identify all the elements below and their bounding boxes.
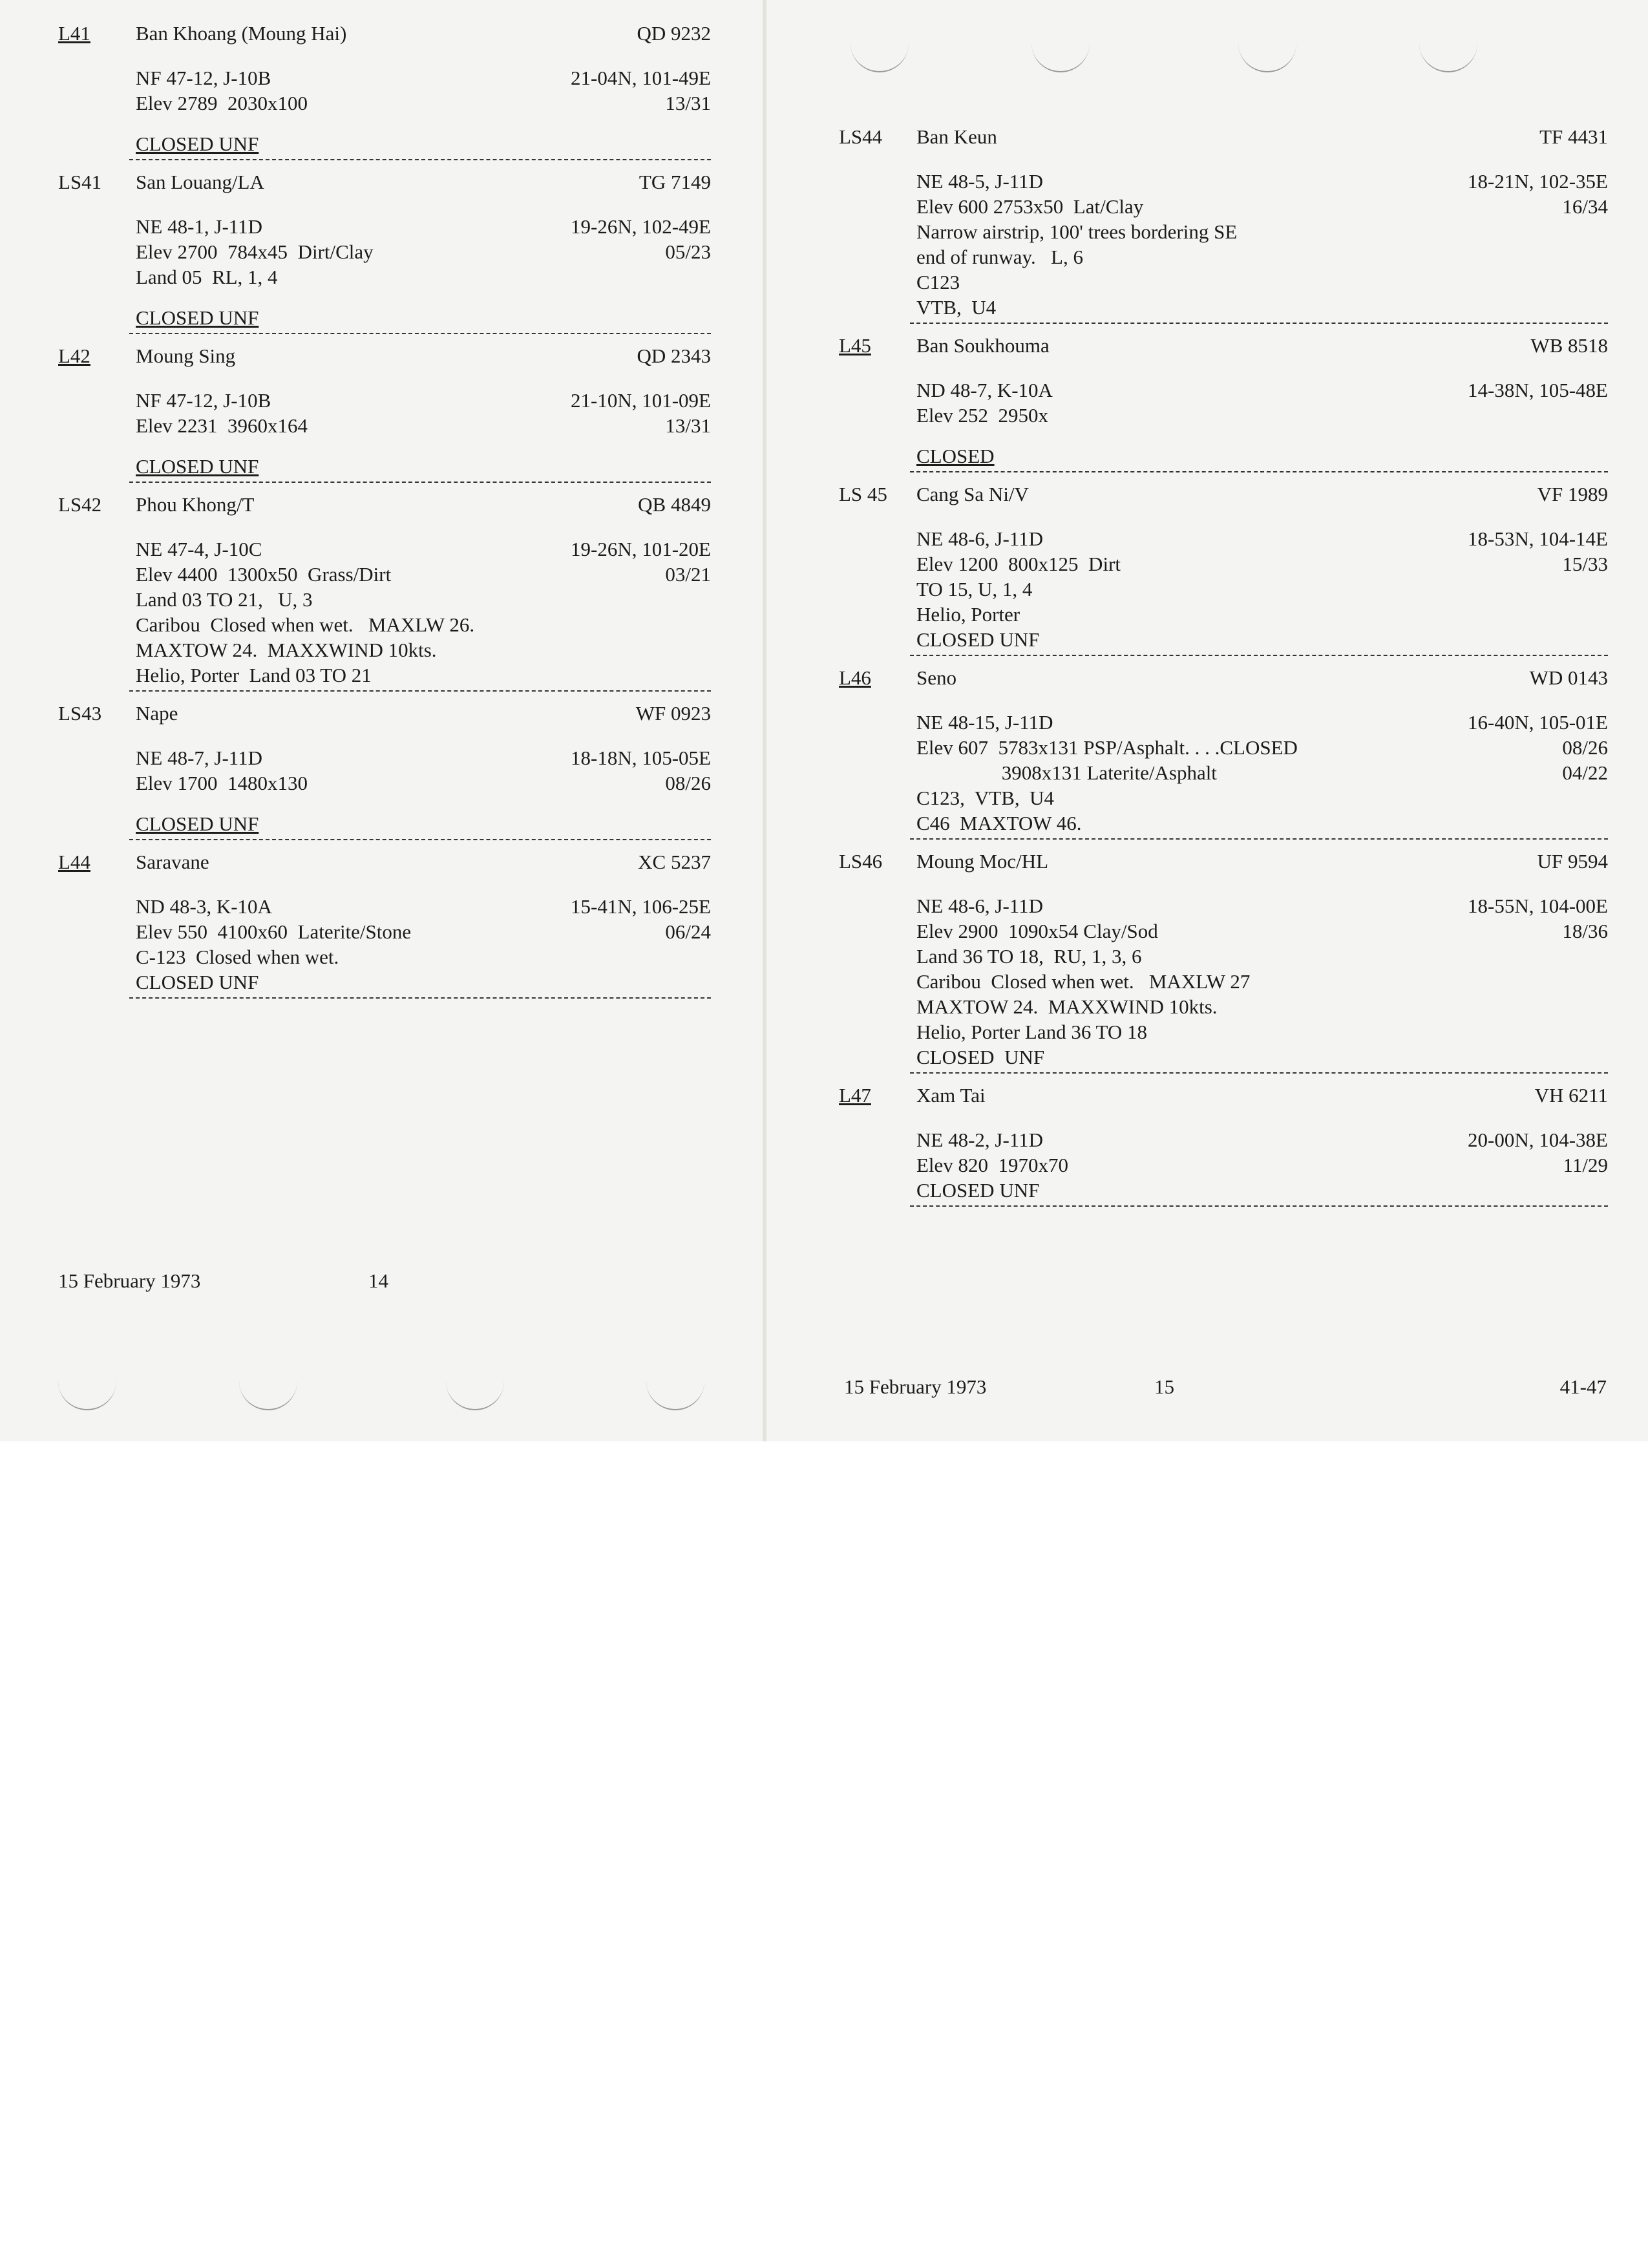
- coordinates: 14-38N, 105-48E: [1468, 379, 1608, 401]
- detail-line: Elev 2700 784x45 Dirt/Clay: [136, 240, 374, 263]
- airfield-entry: [839, 1083, 1608, 1207]
- detail-line: Land 03 TO 21, U, 3: [136, 588, 313, 611]
- site-code-text: LS43: [58, 702, 102, 725]
- runway-heading: 11/29: [1563, 1154, 1608, 1176]
- runway-heading: 18/36: [1562, 920, 1608, 942]
- site-code-text: LS42: [58, 493, 102, 516]
- site-code-text: L45: [839, 334, 871, 357]
- entry-details: [136, 214, 711, 290]
- detail-line: NE 48-1, J-11D: [136, 215, 263, 238]
- detail-line: Elev 1700 1480x130: [136, 772, 308, 794]
- site-name: San Louang/LA: [136, 171, 264, 193]
- coordinates-block: [1468, 377, 1608, 428]
- footer-date: 15 February 1973: [844, 1375, 987, 1398]
- detail-line: C-123 Closed when wet.: [136, 946, 339, 968]
- detail-line: NE 48-6, J-11D: [916, 895, 1044, 917]
- detail-line: Helio, Porter Land 36 TO 18: [916, 1021, 1148, 1043]
- entry-details: [916, 1127, 1608, 1203]
- entry-header: [839, 1083, 1608, 1108]
- airfield-entry: [839, 482, 1608, 656]
- entry-header: [58, 343, 711, 368]
- coordinates: 15-41N, 106-25E: [571, 895, 711, 918]
- site-code: [58, 21, 136, 46]
- grid-reference: QD 2343: [637, 344, 711, 367]
- site-name: Phou Khong/T: [136, 493, 255, 516]
- site-code-text: L47: [839, 1084, 871, 1107]
- site-name: Xam Tai: [916, 1084, 986, 1107]
- detail-line: Elev 1200 800x125 Dirt: [916, 553, 1121, 575]
- punch-hole: [1238, 42, 1296, 72]
- detail-line: Land 36 TO 18, RU, 1, 3, 6: [916, 945, 1142, 968]
- runway-heading: 08/26: [665, 772, 711, 794]
- detail-line: Narrow airstrip, 100' trees bordering SE: [916, 220, 1238, 243]
- coordinates-block: [1468, 893, 1608, 1070]
- right-page-footer: [844, 1375, 1607, 1399]
- left-page: [0, 0, 763, 1441]
- detail-line: C123, VTB, U4: [916, 787, 1055, 809]
- dashed-separator: [910, 1205, 1608, 1207]
- airfield-entry: [58, 849, 711, 999]
- site-name: Nape: [136, 702, 178, 725]
- detail-lines: [136, 745, 571, 796]
- runway-heading: 05/23: [665, 240, 711, 263]
- grid-reference: QD 9232: [637, 22, 711, 45]
- airfield-entry: [839, 665, 1608, 840]
- detail-line: C123: [916, 271, 960, 293]
- footer-date: 15 February 1973: [58, 1269, 201, 1292]
- detail-line: MAXTOW 24. MAXXWIND 10kts.: [136, 639, 437, 661]
- detail-line: VTB, U4: [916, 296, 997, 319]
- runway-heading: 06/24: [665, 920, 711, 943]
- status-text: CLOSED: [916, 445, 995, 467]
- coordinates-block: [571, 745, 711, 796]
- runway-heading: 16/34: [1562, 195, 1608, 218]
- site-name: Moung Sing: [136, 344, 236, 367]
- coordinates-block: [571, 388, 711, 438]
- left-page-content: [58, 21, 711, 1008]
- site-code: [839, 482, 916, 507]
- site-name: Cang Sa Ni/V: [916, 483, 1029, 505]
- detail-lines: [916, 710, 1468, 836]
- detail-line: ND 48-3, K-10A: [136, 895, 272, 918]
- detail-line: Elev 2789 2030x100: [136, 92, 308, 114]
- dashed-separator: [910, 655, 1608, 656]
- entry-header: [839, 665, 1608, 690]
- detail-line: Elev 820 1970x70: [916, 1154, 1069, 1176]
- coordinates: 21-04N, 101-49E: [571, 67, 711, 89]
- dashed-separator: [129, 690, 711, 692]
- grid-reference: VF 1989: [1537, 483, 1608, 505]
- entry-details: [136, 894, 711, 995]
- site-name: Ban Soukhouma: [916, 334, 1050, 357]
- airfield-entry: [839, 849, 1608, 1074]
- coordinates: 19-26N, 101-20E: [571, 538, 711, 560]
- coordinates: 20-00N, 104-38E: [1468, 1129, 1608, 1151]
- airfield-entry: [839, 124, 1608, 324]
- site-code-text: LS 45: [839, 483, 887, 505]
- footer-page-number: 15: [1154, 1375, 1174, 1398]
- entry-header: [58, 169, 711, 195]
- status-text: CLOSED UNF: [136, 306, 259, 329]
- entry-header: [58, 849, 711, 874]
- site-name: Moung Moc/HL: [916, 850, 1049, 873]
- grid-reference: XC 5237: [638, 851, 711, 873]
- site-name: Ban Khoang (Moung Hai): [136, 22, 347, 45]
- coordinates-block: [571, 214, 711, 290]
- entry-header: [839, 124, 1608, 149]
- dashed-separator: [129, 159, 711, 160]
- detail-line: Elev 4400 1300x50 Grass/Dirt: [136, 563, 392, 586]
- entry-details: [916, 710, 1608, 836]
- dashed-separator: [129, 333, 711, 334]
- detail-line: CLOSED UNF: [916, 1179, 1040, 1202]
- coordinates-block: [1468, 169, 1608, 320]
- airfield-entry: [58, 492, 711, 692]
- punch-hole: [850, 42, 909, 72]
- site-code-text: L41: [58, 22, 90, 45]
- dashed-separator: [129, 839, 711, 840]
- site-code: [58, 701, 136, 726]
- status-text: CLOSED UNF: [136, 455, 259, 478]
- entry-details: [916, 377, 1608, 428]
- coordinates: 18-53N, 104-14E: [1468, 527, 1608, 550]
- detail-line: NF 47-12, J-10B: [136, 389, 271, 412]
- entry-details: [916, 893, 1608, 1070]
- detail-line: Caribou Closed when wet. MAXLW 26.: [136, 613, 475, 636]
- runway-heading: 03/21: [665, 563, 711, 586]
- site-name: Seno: [916, 666, 956, 689]
- site-code: [58, 343, 136, 368]
- site-code: [58, 169, 136, 195]
- left-page-footer: [58, 1269, 446, 1293]
- grid-reference: WF 0923: [635, 702, 711, 725]
- detail-lines: [916, 169, 1468, 320]
- site-code: [839, 333, 916, 358]
- detail-line: MAXTOW 24. MAXXWIND 10kts.: [916, 995, 1218, 1018]
- detail-line: Land 05 RL, 1, 4: [136, 266, 278, 288]
- runway-heading: 13/31: [665, 92, 711, 114]
- coordinates-block: [571, 894, 711, 995]
- entry-details: [136, 536, 711, 688]
- coordinates-block: [1468, 1127, 1608, 1203]
- footer-page-number: 14: [368, 1269, 388, 1292]
- runway-heading: 04/22: [1562, 761, 1608, 784]
- punch-hole: [1419, 42, 1477, 72]
- detail-line: Elev 600 2753x50 Lat/Clay: [916, 195, 1144, 218]
- detail-line: C46 MAXTOW 46.: [916, 812, 1082, 834]
- detail-line: NE 48-6, J-11D: [916, 527, 1044, 550]
- grid-reference: UF 9594: [1537, 850, 1608, 873]
- detail-line: NE 47-4, J-10C: [136, 538, 262, 560]
- detail-lines: [136, 65, 571, 116]
- detail-line: CLOSED UNF: [136, 971, 259, 993]
- coordinates: 18-18N, 105-05E: [571, 747, 711, 769]
- punch-hole: [646, 1380, 704, 1410]
- site-name: Saravane: [136, 851, 209, 873]
- detail-line: NE 48-7, J-11D: [136, 747, 263, 769]
- dashed-separator: [910, 471, 1608, 472]
- coordinates: 18-55N, 104-00E: [1468, 895, 1608, 917]
- coordinates-block: [1468, 710, 1608, 836]
- right-page-content: [839, 124, 1608, 1216]
- entry-header: [58, 701, 711, 726]
- entry-details: [136, 745, 711, 796]
- entry-details: [136, 388, 711, 438]
- detail-line: Elev 252 2950x: [916, 404, 1049, 427]
- site-code: [839, 665, 916, 690]
- detail-line: ND 48-7, K-10A: [916, 379, 1053, 401]
- site-code: [58, 492, 136, 517]
- entry-header: [839, 849, 1608, 874]
- entry-details: [916, 169, 1608, 320]
- detail-lines: [136, 214, 571, 290]
- airfield-entry: [839, 333, 1608, 472]
- dashed-separator: [910, 323, 1608, 324]
- site-code: [839, 124, 916, 149]
- dashed-separator: [129, 997, 711, 999]
- detail-line: Elev 2231 3960x164: [136, 414, 308, 437]
- detail-line: NE 48-15, J-11D: [916, 711, 1053, 734]
- detail-line: TO 15, U, 1, 4: [916, 578, 1033, 600]
- detail-lines: [136, 894, 571, 995]
- runway-heading: 13/31: [665, 414, 711, 437]
- airfield-entry: [58, 701, 711, 840]
- detail-lines: [916, 377, 1468, 428]
- grid-reference: QB 4849: [638, 493, 711, 516]
- grid-reference: WB 8518: [1530, 334, 1608, 357]
- detail-line: end of runway. L, 6: [916, 246, 1083, 268]
- right-page: [766, 0, 1648, 1441]
- dashed-separator: [910, 1072, 1608, 1074]
- punch-hole: [239, 1380, 297, 1410]
- coordinates-block: [571, 65, 711, 116]
- detail-line: Helio, Porter Land 03 TO 21: [136, 664, 372, 686]
- site-code-text: L44: [58, 851, 90, 873]
- coordinates: 21-10N, 101-09E: [571, 389, 711, 412]
- detail-line: Elev 550 4100x60 Laterite/Stone: [136, 920, 412, 943]
- detail-line: Elev 2900 1090x54 Clay/Sod: [916, 920, 1158, 942]
- punch-hole: [446, 1380, 504, 1410]
- airfield-entry: [58, 343, 711, 483]
- site-code-text: L42: [58, 344, 90, 367]
- grid-reference: TG 7149: [639, 171, 711, 193]
- punch-hole: [1031, 42, 1090, 72]
- entry-header: [58, 21, 711, 46]
- dashed-separator: [910, 838, 1608, 840]
- site-code-text: L46: [839, 666, 871, 689]
- runway-heading: 08/26: [1562, 736, 1608, 759]
- detail-line: CLOSED UNF: [916, 628, 1040, 651]
- site-name: Ban Keun: [916, 125, 997, 148]
- detail-lines: [916, 526, 1468, 652]
- coordinates: 19-26N, 102-49E: [571, 215, 711, 238]
- coordinates: 16-40N, 105-01E: [1468, 711, 1608, 734]
- detail-lines: [136, 388, 571, 438]
- site-code: [58, 849, 136, 874]
- coordinates: 18-21N, 102-35E: [1468, 170, 1608, 193]
- detail-line: 3908x131 Laterite/Asphalt: [916, 761, 1217, 784]
- entry-details: [916, 526, 1608, 652]
- coordinates-block: [1468, 526, 1608, 652]
- entry-header: [58, 492, 711, 517]
- status-text: CLOSED UNF: [136, 132, 259, 155]
- grid-reference: TF 4431: [1539, 125, 1608, 148]
- detail-lines: [136, 536, 571, 688]
- detail-line: CLOSED UNF: [916, 1046, 1045, 1068]
- site-code: [839, 849, 916, 874]
- punch-hole: [58, 1380, 116, 1410]
- status-text: CLOSED UNF: [136, 812, 259, 835]
- airfield-entry: [58, 21, 711, 160]
- entry-header: [839, 482, 1608, 507]
- grid-reference: VH 6211: [1534, 1084, 1608, 1107]
- site-code: [839, 1083, 916, 1108]
- detail-line: Elev 607 5783x131 PSP/Asphalt. . . .CLOSED: [916, 736, 1298, 759]
- detail-lines: [916, 893, 1468, 1070]
- coordinates-block: [571, 536, 711, 688]
- detail-line: NE 48-5, J-11D: [916, 170, 1044, 193]
- site-code-text: LS44: [839, 125, 883, 148]
- site-code-text: LS46: [839, 850, 883, 873]
- grid-reference: WD 0143: [1529, 666, 1608, 689]
- detail-line: Helio, Porter: [916, 603, 1020, 626]
- detail-line: Caribou Closed when wet. MAXLW 27: [916, 970, 1251, 993]
- detail-line: NE 48-2, J-11D: [916, 1129, 1044, 1151]
- entry-details: [136, 65, 711, 116]
- site-code-text: LS41: [58, 171, 102, 193]
- runway-heading: 15/33: [1562, 553, 1608, 575]
- dashed-separator: [129, 482, 711, 483]
- detail-line: NF 47-12, J-10B: [136, 67, 271, 89]
- footer-page-range: 41-47: [1559, 1375, 1607, 1398]
- detail-lines: [916, 1127, 1468, 1203]
- entry-header: [839, 333, 1608, 358]
- airfield-entry: [58, 169, 711, 334]
